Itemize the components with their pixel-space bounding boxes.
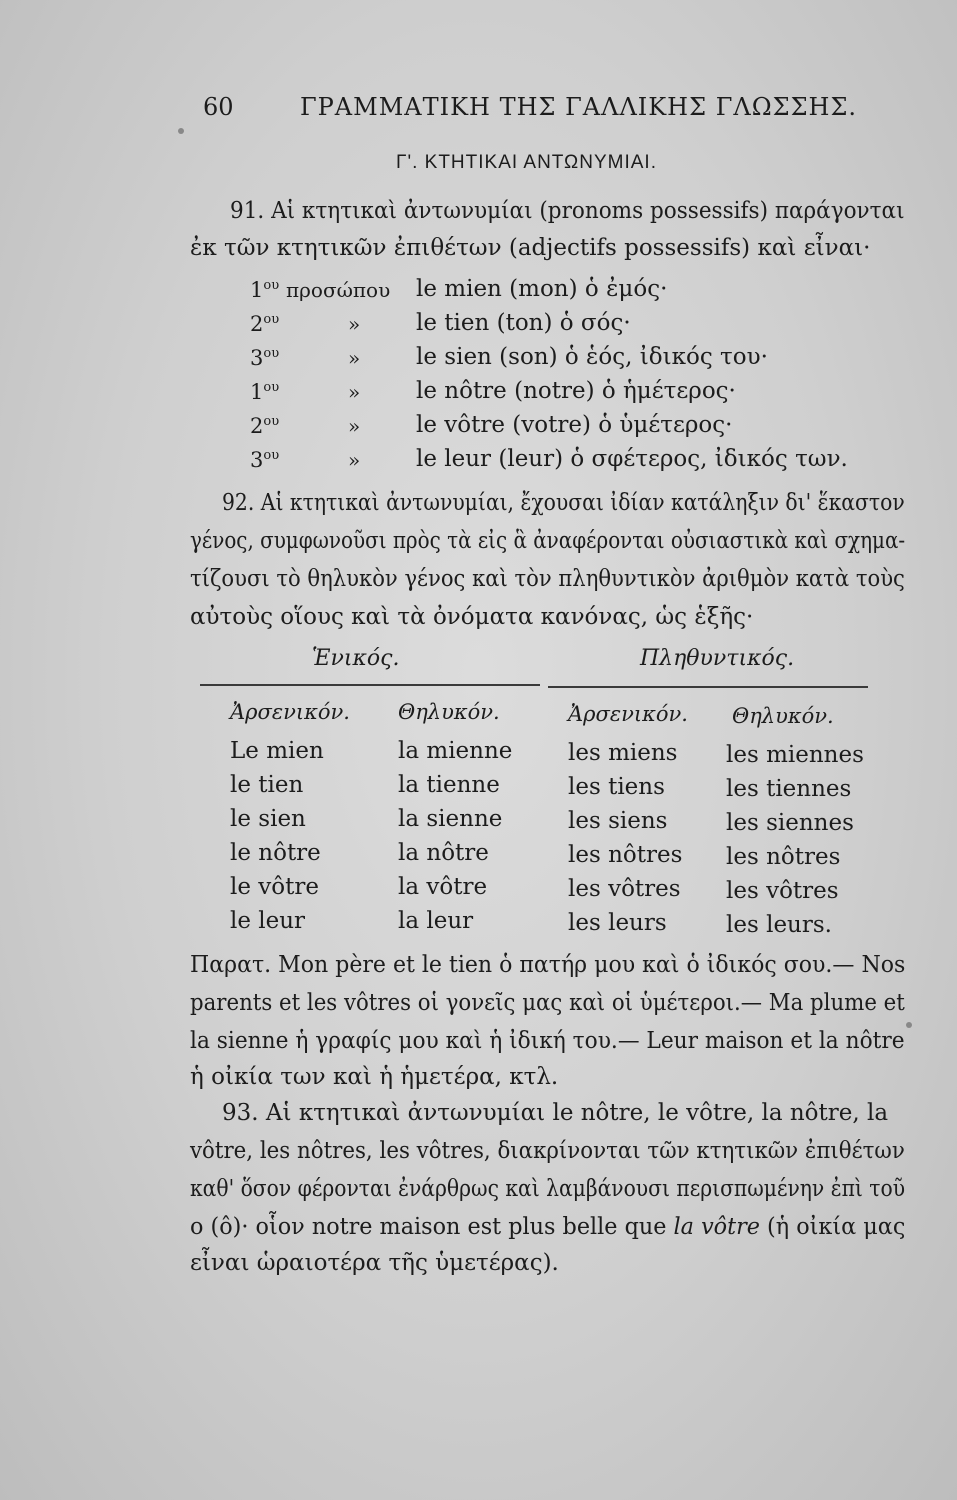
plural-heading: Πληθυντικός. (640, 646, 795, 671)
person-pronoun: le mien (mon) ὁ ἐμός· (416, 276, 668, 302)
column-header: Θηλυκόν. (398, 700, 500, 724)
person-ordinal: $1^{o\upsilon}$ (250, 278, 280, 302)
p92-line1: 92. Αἱ κτητικαὶ ἀντωνυμίαι, ἔχουσαι ἰδίαν κατάληξιν δι' ἕκαστον (222, 490, 905, 516)
table-cell: la tienne (398, 772, 500, 798)
person-label: » (348, 346, 361, 370)
table-cell: les nôtres (726, 844, 841, 870)
table-rule-right (548, 686, 868, 688)
table-cell: le vôtre (230, 874, 319, 900)
person-ordinal: $1^{o\upsilon}$ (250, 380, 280, 404)
p93-line2: vôtre, les nôtres, les vôtres, διακρίνονται τῶν κτητικῶν ἐπιθέτων (190, 1138, 905, 1164)
p93-line4-end: (ἡ οἰκία μας (759, 1214, 906, 1240)
p93-line4-start: o (ô)· οἷον notre maison est plus belle que (190, 1214, 674, 1240)
table-cell: les siennes (726, 810, 854, 836)
table-cell: les siens (568, 808, 668, 834)
person-label: » (348, 312, 361, 336)
person-ordinal: $2^{o\upsilon}$ (250, 312, 280, 336)
p91-line2: ἐκ τῶν κτητικῶν ἐπιθέτων (adjectifs possessifs) καὶ εἶναι· (190, 235, 871, 261)
running-head: ΓΡΑΜΜΑΤΙΚΗ ΤΗΣ ΓΑΛΛΙΚΗΣ ΓΛΩΣΣΗΣ. (300, 93, 858, 121)
p93-line5: εἶναι ὡραιοτέρα τῆς ὑμετέρας). (190, 1250, 559, 1276)
table-cell: la nôtre (398, 840, 489, 866)
person-ordinal: $3^{o\upsilon}$ (250, 346, 280, 370)
table-cell: les tiens (568, 774, 665, 800)
table-cell: le sien (230, 806, 306, 832)
p93-line4-italic: la vôtre (673, 1214, 760, 1240)
p91-line1: 91. Αἱ κτητικαὶ ἀντωνυμίαι (pronoms possessifs) παράγονται (230, 198, 905, 224)
person-ordinal: $3^{o\upsilon}$ (250, 448, 280, 472)
note-line3: la sienne ἡ γραφίς μου καὶ ἡ ἰδική του.— Leur maison et la nôtre (190, 1028, 905, 1054)
table-cell: la leur (398, 908, 474, 934)
person-pronoun: le vôtre (votre) ὁ ὑμέτερος· (416, 412, 733, 438)
print-speck (178, 128, 184, 134)
column-header: Θηλυκόν. (732, 704, 834, 728)
table-cell: les nôtres (568, 842, 683, 868)
table-cell: le nôtre (230, 840, 321, 866)
person-label: προσώπου (286, 278, 391, 302)
person-pronoun: le leur (leur) ὁ σφέτερος, ἰδικός των. (416, 446, 848, 472)
p93-line3: καθ' ὅσον φέρονται ἐνάρθρως καὶ λαμβάνουσι περισπωμένην ἐπὶ τοῦ (190, 1176, 906, 1202)
person-label: » (348, 380, 361, 404)
section-title: Γ'. ΚΤΗΤΙΚΑΙ ΑΝΤΩΝΥΜΙΑΙ. (396, 152, 657, 173)
p92-line2: γένος, συμφωνοῦσι πρὸς τὰ εἰς ἃ ἀναφέρονται οὐσιαστικὰ καὶ σχημα- (190, 528, 906, 554)
column-header: Ἀρσενικόν. (230, 700, 350, 724)
page-number: 60 (203, 93, 234, 121)
p92-line3: τίζουσι τὸ θηλυκὸν γένος καὶ τὸν πληθυντικὸν ἀριθμὸν κατὰ τοὺς (190, 566, 905, 592)
column-header: Ἀρσενικόν. (568, 702, 688, 726)
p93-line4 (190, 1214, 905, 1240)
person-label: » (348, 448, 361, 472)
table-cell: les tiennes (726, 776, 852, 802)
person-label: » (348, 414, 361, 438)
table-cell: les leurs. (726, 912, 832, 938)
p92-line4: αὐτοὺς οἵους καὶ τὰ ὀνόματα κανόνας, ὡς ἑξῆς· (190, 604, 754, 630)
table-cell: les miens (568, 740, 678, 766)
person-pronoun: le sien (son) ὁ ἑός, ἰδικός του· (416, 344, 768, 370)
person-ordinal: $2^{o\upsilon}$ (250, 414, 280, 438)
table-cell: la mienne (398, 738, 513, 764)
person-pronoun: le nôtre (notre) ὁ ἡμέτερος· (416, 378, 736, 404)
table-cell: la vôtre (398, 874, 488, 900)
table-cell: les miennes (726, 742, 864, 768)
person-pronoun: le tien (ton) ὁ σός· (416, 310, 631, 336)
table-cell: la sienne (398, 806, 503, 832)
note-line1: Παρατ. Mon père et le tien ὁ πατήρ μου καὶ ὁ ἰδικός σου.— Nos (190, 952, 906, 978)
note-line4: ἡ οἰκία των καὶ ἡ ἡμετέρα, κτλ. (190, 1064, 559, 1090)
table-rule-left (200, 684, 540, 686)
singular-heading: Ἑνικός. (312, 646, 400, 671)
print-speck (906, 1022, 912, 1028)
p93-line1: 93. Αἱ κτητικαὶ ἀντωνυμίαι le nôtre, le vôtre, la nôtre, la (222, 1100, 889, 1126)
table-cell: Le mien (230, 738, 324, 764)
table-cell: les vôtres (568, 876, 681, 902)
table-cell: les vôtres (726, 878, 839, 904)
note-line2: parents et les vôtres οἱ γονεῖς μας καὶ οἱ ὑμέτεροι.— Ma plume et (190, 990, 905, 1016)
table-cell: le tien (230, 772, 304, 798)
table-cell: les leurs (568, 910, 667, 936)
table-cell: le leur (230, 908, 306, 934)
